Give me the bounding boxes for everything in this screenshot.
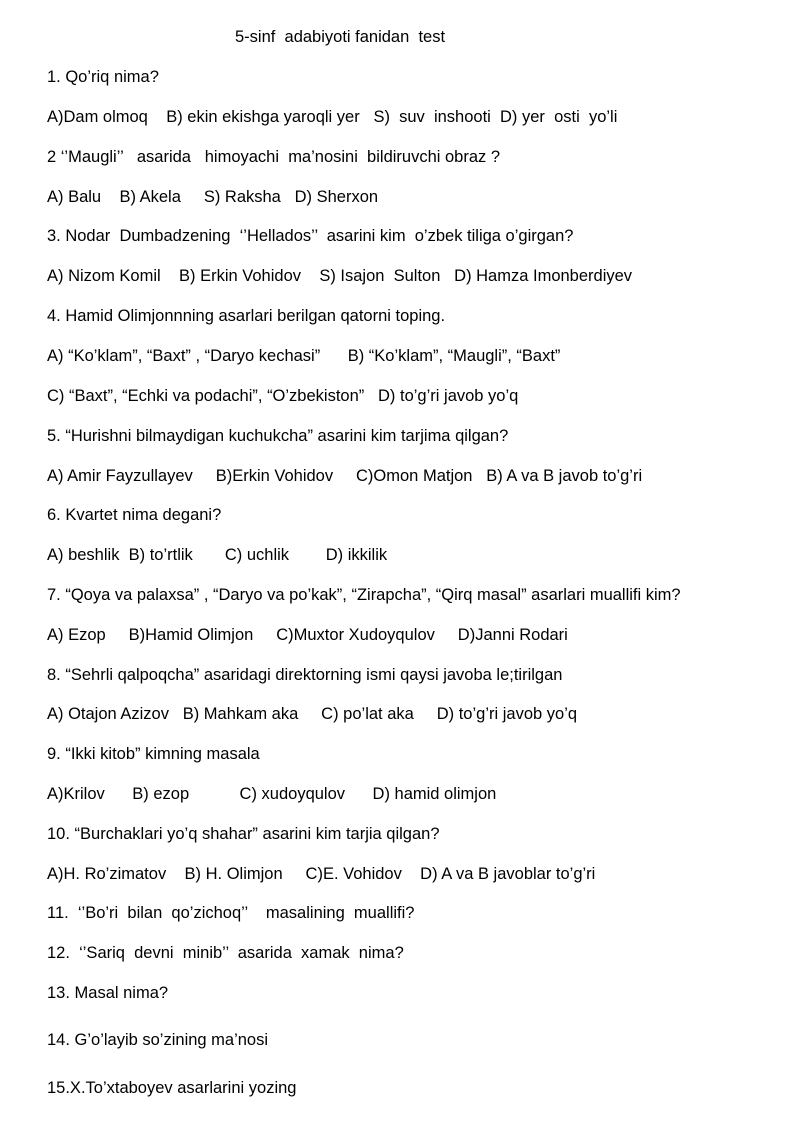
question-2: 2 ‘’Maugli’’ asarida himoyachi ma’nosini bildiruvchi obraz ? — [47, 148, 501, 166]
answers-1: A)Dam olmoq B) ekin ekishga yaroqli yer S) suv inshooti D) yer osti yo’li — [47, 108, 618, 126]
question-14: 14. G’o’layib so’zining ma’nosi — [47, 1031, 269, 1049]
answers-10: A)H. Ro’zimatov B) H. Olimjon C)E. Vohidov D) A va B javoblar to’g’ri — [47, 865, 596, 883]
question-13: 13. Masal nima? — [47, 984, 169, 1002]
page-title: 5-sinf adabiyoti fanidan test — [235, 28, 446, 46]
question-10: 10. “Burchaklari yo’q shahar” asarini kim tarjia qilgan? — [47, 825, 440, 843]
question-11: 11. ‘’Bo’ri bilan qo’zichoq’’ masalining muallifi? — [47, 904, 415, 922]
question-12: 12. ‘’Sariq devni minib’’ asarida xamak nima? — [47, 944, 404, 962]
answers-8: A) Otajon Azizov B) Mahkam aka C) po’lat aka D) to’g’ri javob yo’q — [47, 705, 578, 723]
answers-6: A) beshlik B) to’rtlik C) uchlik D) ikkilik — [47, 546, 388, 564]
answers-4-line-2: C) “Baxt”, “Echki va podachi”, “O’zbekiston” D) to’g’ri javob yo’q — [47, 387, 519, 405]
question-1: 1. Qo’riq nima? — [47, 68, 159, 86]
question-3: 3. Nodar Dumbadzening ‘’Hellados’’ asarini kim o’zbek tiliga o’girgan? — [47, 227, 574, 245]
question-6: 6. Kvartet nima degani? — [47, 506, 222, 524]
answers-4-line-1: A) “Ko’klam”, “Baxt” , “Daryo kechasi” B) “Ko’klam”, “Maugli”, “Baxt” — [47, 347, 561, 365]
answers-5: A) Amir Fayzullayev B)Erkin Vohidov C)Omon Matjon B) A va B javob to’g’ri — [47, 467, 643, 485]
answers-2: A) Balu B) Akela S) Raksha D) Sherxon — [47, 188, 379, 206]
question-7: 7. “Qoya va palaxsa” , “Daryo va po’kak”, “Zirapcha”, “Qirq masal” asarlari muallifi kim? — [47, 586, 681, 604]
question-5: 5. “Hurishni bilmaydigan kuchukcha” asarini kim tarjima qilgan? — [47, 427, 509, 445]
answers-9: A)Krilov B) ezop C) xudoyqulov D) hamid olimjon — [47, 785, 497, 803]
answers-3: A) Nizom Komil B) Erkin Vohidov S) Isajon Sulton D) Hamza Imonberdiyev — [47, 267, 633, 285]
answers-7: A) Ezop B)Hamid Olimjon C)Muxtor Xudoyqulov D)Janni Rodari — [47, 626, 568, 644]
question-4: 4. Hamid Olimjonnning asarlari berilgan qatorni toping. — [47, 307, 446, 325]
question-8: 8. “Sehrli qalpoqcha” asaridagi direktorning ismi qaysi javoba le;tirilgan — [47, 666, 563, 684]
question-9: 9. “Ikki kitob” kimning masala — [47, 745, 260, 763]
question-15: 15.X.To’xtaboyev asarlarini yozing — [47, 1079, 297, 1097]
